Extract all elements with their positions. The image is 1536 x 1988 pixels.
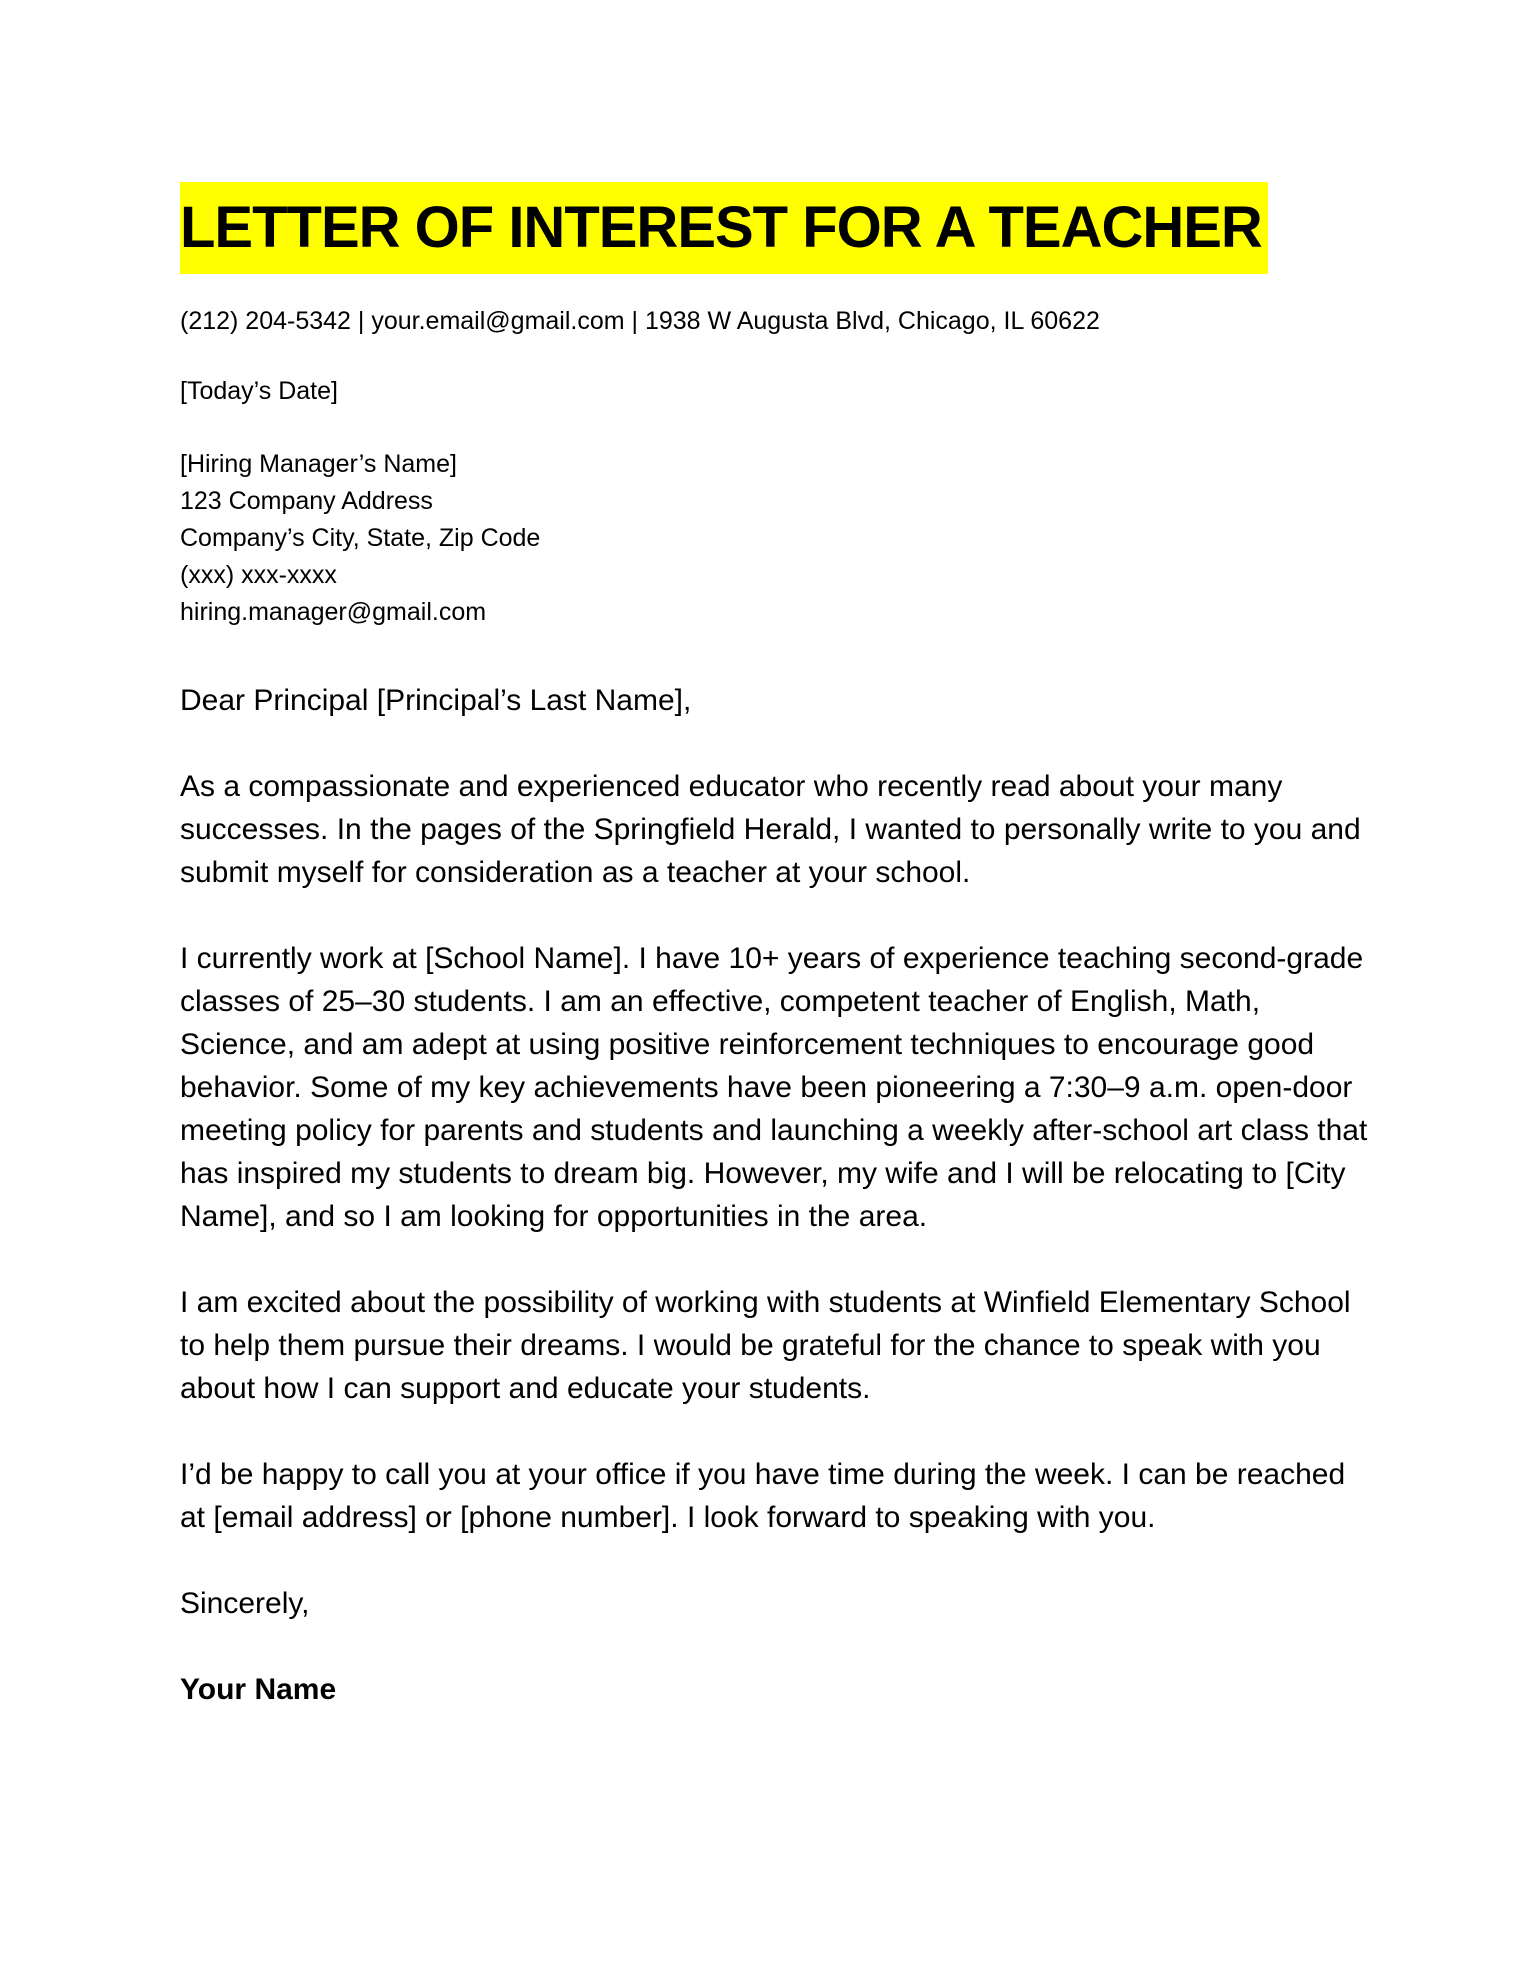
recipient-block [180, 446, 1370, 631]
signature-name: Your Name [180, 1673, 337, 1706]
salutation: Dear Principal [Principal’s Last Name], [180, 684, 692, 717]
contact-line: (212) 204-5342 | your.email@gmail.com | 1938 W Augusta Blvd, Chicago, IL 60622 [180, 307, 1100, 335]
recipient-address: 123 Company Address [180, 487, 433, 515]
recipient-city-state-zip: Company’s City, State, Zip Code [180, 524, 541, 552]
letter-page [180, 182, 1370, 1711]
body-paragraph-1: As a compassionate and experienced educator who recently read about your many successes. In the pages of the Springfield Herald, I wanted to personally write to you and submit myself for consideration as a teacher at your school. [180, 770, 1361, 889]
recipient-phone: (xxx) xxx-xxxx [180, 561, 337, 589]
title-highlight [180, 182, 1268, 274]
letter-title: LETTER OF INTEREST FOR A TEACHER [180, 195, 1262, 260]
body-paragraph-3: I am excited about the possibility of working with students at Winfield Elementary School to help them pursue their dreams. I would be grateful for the chance to speak with you about how I can support and educate your students. [180, 1286, 1351, 1405]
letter-date: [Today’s Date] [180, 377, 338, 405]
body-paragraph-2: I currently work at [School Name]. I have 10+ years of experience teaching second-grade classes of 25–30 students. I am an effective, competent teacher of English, Math, Science, and am adept at using positive reinforcement techniques to encourage good behavior. Some of my key achievements have been pioneering a 7:30–9 a.m. open-door meeting policy for parents and students and launching a weekly after-school art class that has inspired my students to dream big. However, my wife and I will be relocating to [City Name], and so I am looking for opportunities in the area. [180, 942, 1368, 1233]
closing: Sincerely, [180, 1587, 310, 1620]
body-paragraph-4: I’d be happy to call you at your office if you have time during the week. I can be reached at [email address] or [phone number]. I look forward to speaking with you. [180, 1458, 1346, 1534]
recipient-email: hiring.manager@gmail.com [180, 598, 487, 626]
recipient-name: [Hiring Manager’s Name] [180, 450, 457, 478]
